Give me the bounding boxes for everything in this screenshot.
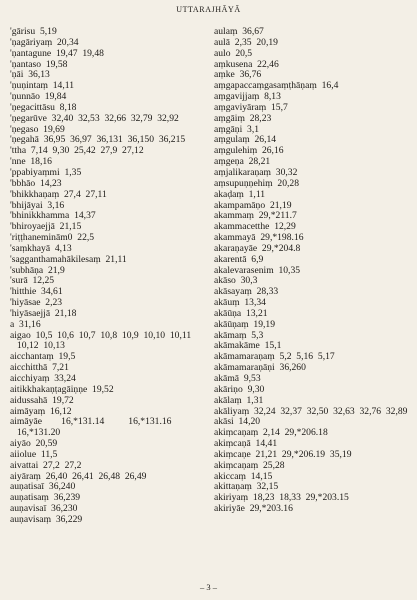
index-entry: auṇavisaī 36,230 xyxy=(10,503,78,515)
index-entry: akāmā 9,53 xyxy=(214,373,261,384)
index-entry: 'bhiroyaejjā 21,15 xyxy=(10,221,82,233)
index-entry: 'ṇunnāo 19,84 xyxy=(10,91,67,103)
index-entry: akiṃcaṇe 21,21 29,*206.19 35,19 xyxy=(214,448,352,460)
index-entry: aṃjalikaraṇaṃ 30,32 xyxy=(214,166,298,178)
index-entry: aṃkusena 22,46 xyxy=(214,58,279,70)
index-entry: akiṃcaṇā 14,41 xyxy=(214,438,278,450)
index-entry: aidussahā 19,72 xyxy=(10,394,74,406)
index-entry: 'hiyāsaejjā 21,18 xyxy=(10,307,77,319)
index-entry: 'riṭṭhaneminām0 22,5 xyxy=(10,232,95,244)
index-entry: akiriyāe 29,*203.16 xyxy=(214,503,293,515)
left-column xyxy=(10,27,205,526)
index-entry: aṃgāiṃ 28,23 xyxy=(214,112,272,124)
index-entry: 'ttha 7,14 9,30 25,42 27,9 27,12 xyxy=(10,145,144,157)
index-entry: 'ṇāi 36,13 xyxy=(10,69,50,81)
index-entry: akammaṃ 29,*211.7 xyxy=(214,210,297,222)
index-entry: 'ṇantaso 19,58 xyxy=(10,58,68,70)
index-entry: 'ppabiyaṃmi 1,35 xyxy=(10,166,82,178)
index-entry: 'hiyāsae 2,23 xyxy=(10,297,63,309)
index-entry: akaḍaṃ 1,11 xyxy=(214,188,266,200)
index-entry: akaraṇayāe 29,*204.8 xyxy=(214,242,301,254)
index-entry: akāmaṃ 5,3 xyxy=(214,329,264,341)
index-entry: aivattai 27,2 27,2 xyxy=(10,459,82,471)
index-entry: aṃgeṇa 28,21 xyxy=(214,156,271,168)
index-entry: 'bhikkhaṇaṃ 27,4 27,11 xyxy=(10,188,107,200)
index-entry: 'ṇuṇintaṃ 14,11 xyxy=(10,80,74,92)
index-entry: aiyāraṃ 26,40 26,41 26,48 26,49 xyxy=(10,470,147,482)
index-entry: akiṃcaṇaṃ 2,14 29,*206.18 xyxy=(214,427,328,439)
index-entry: 'bbhāo 14,23 xyxy=(10,177,62,189)
index-entry: akāliyaṃ 32,24 32,37 32,50 32,63 32,76 32,89 xyxy=(214,405,408,417)
index-entry: 'ṇegahā 36,95 36,97 36,131 36,150 36,215 xyxy=(10,134,186,146)
index-entry: aicchantaṃ 19,5 xyxy=(10,351,76,363)
page-header: UTTARAJHĀYĀ xyxy=(176,5,241,14)
index-entry: akiriyaṃ 18,23 18,33 29,*203.15 xyxy=(214,492,349,504)
index-entry: akiṃcaṇaṃ 25,28 xyxy=(214,459,285,471)
index-entry: akāuṃ 13,34 xyxy=(214,297,266,309)
index-entry: akalevarasenim 10,35 xyxy=(214,264,301,276)
index-entry: aiyāo 20,59 xyxy=(10,438,58,450)
index-entry: a 31,16 xyxy=(10,318,41,330)
index-entry: 'bhinikkhamma 14,37 xyxy=(10,210,96,222)
index-entry: aṃgavijjaṃ 8,13 xyxy=(214,91,281,103)
index-entry: akāūṇaṃ 19,19 xyxy=(214,318,276,330)
index-entry: akammayā 29,*198.16 xyxy=(214,232,304,244)
index-entry: akittaṇaṃ 32,15 xyxy=(214,481,279,493)
index-entry: 'bhijāyai 3,16 xyxy=(10,199,65,211)
right-column xyxy=(214,27,414,515)
index-entry: 'surā 12,25 xyxy=(10,275,55,287)
index-entry: aigao 10,5 10,6 10,7 10,8 10,9 10,10 10,11 10,12 10,13 xyxy=(10,329,196,352)
index-entry: aicchiyaṃ 33,24 xyxy=(10,373,76,384)
index-entry: akāsi 14,20 xyxy=(214,416,261,428)
index-entry: akāriṇo 9,30 xyxy=(214,383,265,395)
index-entry: akiccaṃ 14,15 xyxy=(214,470,273,482)
index-entry: aimāyāe 16,*131.14 16,*131.16 16,*131.20 xyxy=(10,416,177,439)
index-entry: akāso 30,3 xyxy=(214,275,258,287)
index-entry: 'ṇegarūve 32,40 32,53 32,66 32,79 32,92 xyxy=(10,112,179,124)
index-entry: 'ṇagāriyaṃ 20,34 xyxy=(10,36,79,48)
index-entry: aṃke 36,76 xyxy=(214,69,262,81)
index-entry: auṇatisaṃ 36,239 xyxy=(10,492,81,504)
index-entry: aimāyaṃ 16,12 xyxy=(10,405,72,417)
index-entry: 'ṇantagune 19,47 19,48 xyxy=(10,47,104,59)
index-entry: aulo 20,5 xyxy=(214,47,253,59)
index-entry: 'subhāṇa 21,9 xyxy=(10,264,65,276)
index-entry: akāmamaraṇaṃ 5,2 5,16 5,17 xyxy=(214,351,335,363)
index-entry: 'ṇegaso 19,69 xyxy=(10,123,65,135)
index-entry: 'saṃkhayā 4,13 xyxy=(10,242,72,254)
index-entry: aiiolue 11,5 xyxy=(10,448,58,460)
index-entry: aṃgapaccaṃgasaṃṭhāṇaṃ 16,4 xyxy=(214,80,339,92)
index-entry: aulaṃ 36,67 xyxy=(214,26,264,37)
index-entry: 'nne 18,16 xyxy=(10,156,52,168)
index-entry: akāsayaṃ 28,33 xyxy=(214,286,279,298)
index-entry: aicchitthā 7,21 xyxy=(10,362,69,374)
index-entry: akālaṃ 1,31 xyxy=(214,394,264,406)
index-entry: aulā 2,35 20,19 xyxy=(214,36,278,48)
index-entry: aṃgulaṃ 26,14 xyxy=(214,134,277,146)
index-entry: akāmamaraṇāṇi 36,260 xyxy=(214,362,306,374)
index-entry: 'hitthie 34,61 xyxy=(10,286,63,298)
index-entry: aṃgaviyāraṃ 15,7 xyxy=(214,101,288,113)
index-entry: 'ṇegacittāsu 8,18 xyxy=(10,101,77,113)
index-entry: aṃsupuṇṇehiṃ 20,28 xyxy=(214,177,300,189)
index-entry: 'gārisu 5,19 xyxy=(10,26,57,37)
index-entry: 'sagganthamahākilesaṃ 21,11 xyxy=(10,253,127,265)
index-entry: auṇatisaī 36,240 xyxy=(10,481,76,493)
index-entry: aitikkhakaṇṭagāiṇṇe 19,52 xyxy=(10,383,114,395)
index-entry: akampamāṇo 21,19 xyxy=(214,199,292,211)
index-entry: akāmakāme 15,1 xyxy=(214,340,282,352)
index-entry: aṃgulehiṃ 26,16 xyxy=(214,145,284,157)
page-number: – 3 – xyxy=(200,582,217,592)
index-entry: akammacetthe 12,29 xyxy=(214,221,296,233)
index-entry: akarentā 6,9 xyxy=(214,253,264,265)
index-entry: aṃgāṇi 3,1 xyxy=(214,123,260,135)
index-entry: auṇavisaṃ 36,229 xyxy=(10,513,83,525)
index-entry: akāūṇa 13,21 xyxy=(214,307,268,319)
